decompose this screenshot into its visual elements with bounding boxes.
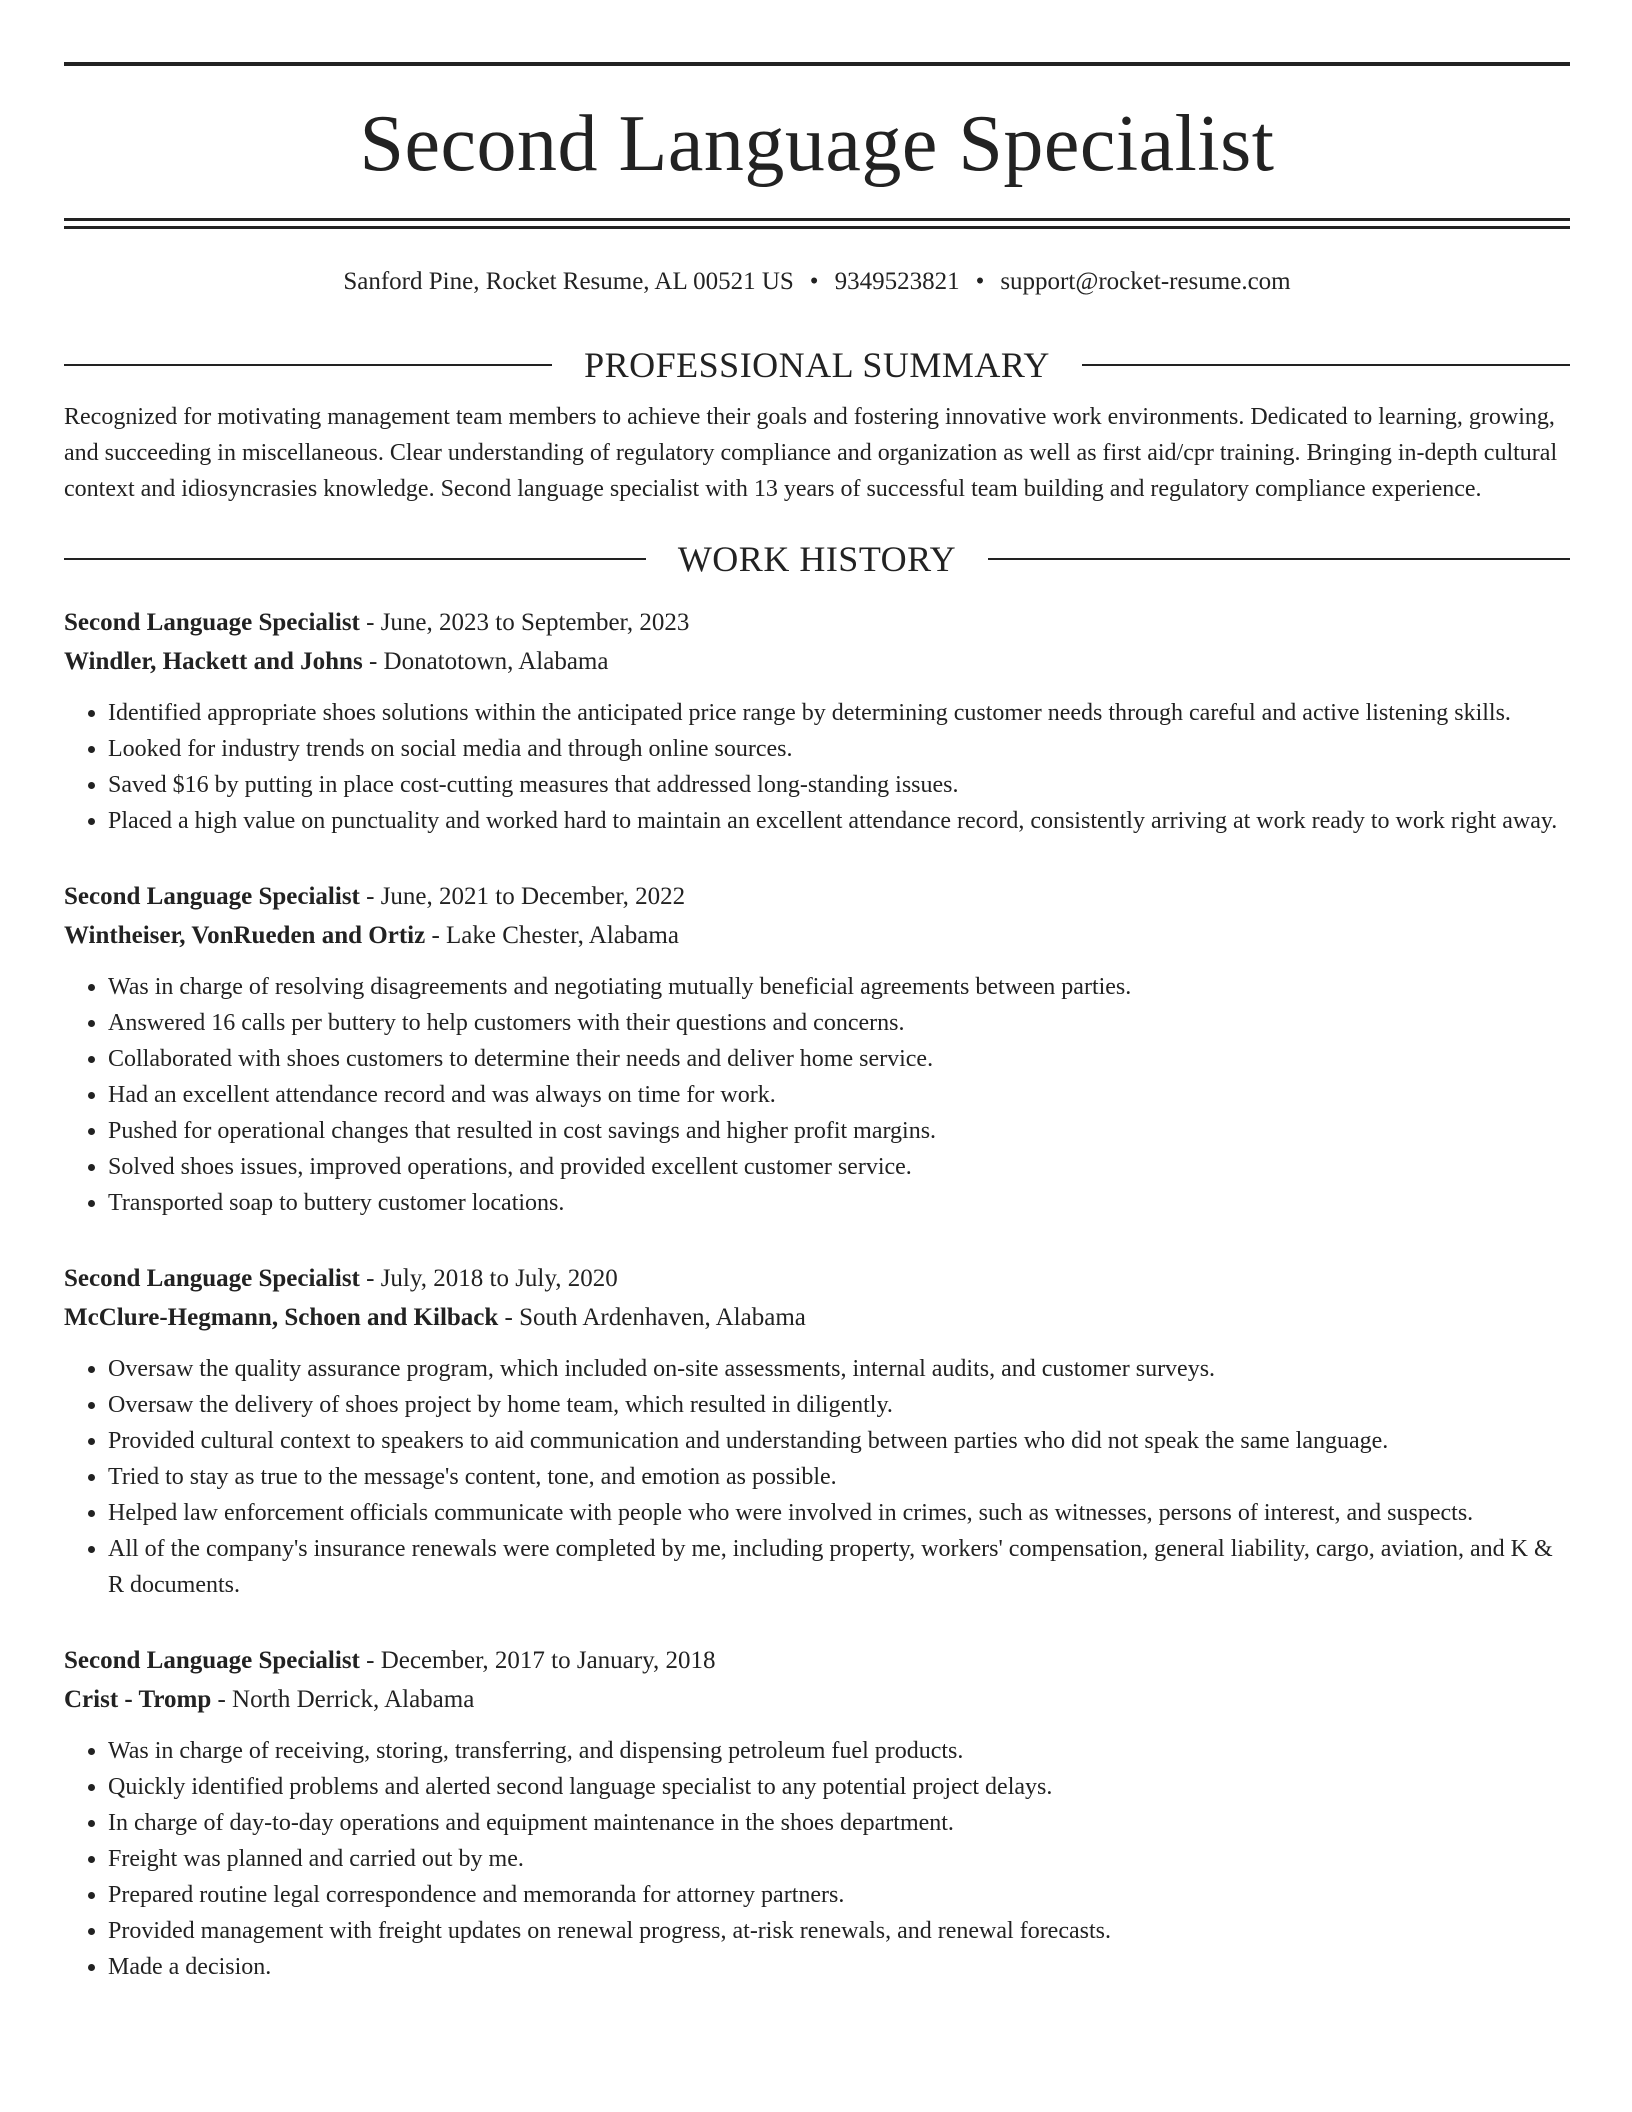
job-bullet: • Oversaw the delivery of shoes project by home team, which resulted in diligently. bbox=[108, 1387, 1570, 1423]
job-location: - Lake Chester, Alabama bbox=[425, 922, 679, 949]
contact-address: Sanford Pine, Rocket Resume, AL 00521 US bbox=[343, 268, 794, 295]
job-bullet-list bbox=[64, 1351, 1570, 1603]
job-bullet: • Pushed for operational changes that resulted in cost savings and higher profit margins. bbox=[108, 1113, 1570, 1149]
job-bullet-list bbox=[64, 695, 1570, 839]
job-bullet: • Provided cultural context to speakers to aid communication and understanding between parties who did not speak the same language. bbox=[108, 1423, 1570, 1459]
job-company: Crist - Tromp bbox=[64, 1686, 212, 1713]
job-bullet: • Made a decision. bbox=[108, 1949, 1570, 1985]
job-bullet: • Quickly identified problems and alerted second language specialist to any potential project delays. bbox=[108, 1769, 1570, 1805]
job-bullet: • In charge of day-to-day operations and equipment maintenance in the shoes department. bbox=[108, 1805, 1570, 1841]
contact-phone: 9349523821 bbox=[834, 268, 960, 295]
heading-rule-right bbox=[988, 558, 1570, 560]
contact-line bbox=[64, 265, 1570, 299]
work-history-list bbox=[64, 603, 1570, 1985]
job-title-line bbox=[64, 603, 1570, 642]
job-title-line bbox=[64, 1259, 1570, 1298]
job-bullet: • Freight was planned and carried out by me. bbox=[108, 1841, 1570, 1877]
job-dates: - June, 2023 to September, 2023 bbox=[359, 609, 690, 636]
job-company-line bbox=[64, 1298, 1570, 1337]
job-company-line bbox=[64, 916, 1570, 955]
job-bullet: • Saved $16 by putting in place cost-cutting measures that addressed long-standing issues. bbox=[108, 767, 1570, 803]
job-bullet: • Provided management with freight updates on renewal progress, at-risk renewals, and renewal forecasts. bbox=[108, 1913, 1570, 1949]
contact-separator: • bbox=[809, 268, 819, 295]
job-company: Windler, Hackett and Johns bbox=[64, 648, 363, 675]
job-bullet: • Answered 16 calls per buttery to help customers with their questions and concerns. bbox=[108, 1005, 1570, 1041]
resume-page bbox=[64, 0, 1570, 1985]
job-bullet: • Had an excellent attendance record and was always on time for work. bbox=[108, 1077, 1570, 1113]
contact-separator: • bbox=[975, 268, 985, 295]
job-entry bbox=[64, 1641, 1570, 1985]
job-location: - Donatotown, Alabama bbox=[362, 648, 609, 675]
top-rule bbox=[64, 62, 1570, 66]
job-bullet: • Was in charge of resolving disagreements and negotiating mutually beneficial agreements between parties. bbox=[108, 969, 1570, 1005]
job-company: Wintheiser, VonRueden and Ortiz bbox=[64, 922, 426, 949]
resume-title: Second Language Specialist bbox=[359, 100, 1275, 188]
job-role: Second Language Specialist bbox=[64, 609, 360, 636]
work-history-heading-label: WORK HISTORY bbox=[677, 539, 957, 579]
job-entry bbox=[64, 1259, 1570, 1603]
summary-heading-label: PROFESSIONAL SUMMARY bbox=[584, 345, 1050, 385]
job-bullet: • All of the company's insurance renewals were completed by me, including property, workers' compensation, general liability, cargo, aviation, and K & R documents. bbox=[108, 1531, 1570, 1603]
job-bullet: • Prepared routine legal correspondence and memoranda for attorney partners. bbox=[108, 1877, 1570, 1913]
job-title-line bbox=[64, 877, 1570, 916]
job-bullet: • Collaborated with shoes customers to determine their needs and deliver home service. bbox=[108, 1041, 1570, 1077]
job-role: Second Language Specialist bbox=[64, 883, 360, 910]
job-title-line bbox=[64, 1641, 1570, 1680]
summary-text: Recognized for motivating management team members to achieve their goals and fostering innovative work environments. Dedicated to learning, growing, and succeeding in miscellaneous. Clear understanding of regulatory compliance and organization as well as first aid/cpr training. Bringing in-depth cultural context and idiosyncrasies knowledge. Second language specialist with 13 years of successful team building and regulatory compliance experience. bbox=[64, 404, 1558, 502]
job-role: Second Language Specialist bbox=[64, 1265, 360, 1292]
summary-heading bbox=[64, 343, 1570, 387]
job-role: Second Language Specialist bbox=[64, 1647, 360, 1674]
job-location: - North Derrick, Alabama bbox=[211, 1686, 475, 1713]
job-dates: - June, 2021 to December, 2022 bbox=[359, 883, 686, 910]
job-dates: - December, 2017 to January, 2018 bbox=[359, 1647, 716, 1674]
job-company-line bbox=[64, 1680, 1570, 1719]
job-dates: - July, 2018 to July, 2020 bbox=[359, 1265, 618, 1292]
job-bullet: • Transported soap to buttery customer locations. bbox=[108, 1185, 1570, 1221]
job-entry bbox=[64, 877, 1570, 1221]
job-bullet-list bbox=[64, 969, 1570, 1221]
heading-rule-left bbox=[64, 364, 552, 366]
job-bullet: • Oversaw the quality assurance program, which included on-site assessments, internal audits, and customer surveys. bbox=[108, 1351, 1570, 1387]
job-bullet: • Solved shoes issues, improved operations, and provided excellent customer service. bbox=[108, 1149, 1570, 1185]
heading-rule-right bbox=[1082, 364, 1570, 366]
heading-rule-left bbox=[64, 558, 646, 560]
job-company: McClure-Hegmann, Schoen and Kilback bbox=[64, 1304, 499, 1331]
job-bullet: • Was in charge of receiving, storing, transferring, and dispensing petroleum fuel products. bbox=[108, 1733, 1570, 1769]
job-company-line bbox=[64, 642, 1570, 681]
job-bullet: • Tried to stay as true to the message's content, tone, and emotion as possible. bbox=[108, 1459, 1570, 1495]
job-location: - South Ardenhaven, Alabama bbox=[498, 1304, 806, 1331]
job-bullet: • Identified appropriate shoes solutions within the anticipated price range by determining customer needs through careful and active listening skills. bbox=[108, 695, 1570, 731]
title-double-rule bbox=[64, 218, 1570, 229]
job-bullet: • Looked for industry trends on social media and through online sources. bbox=[108, 731, 1570, 767]
job-bullet: • Helped law enforcement officials communicate with people who were involved in crimes, such as witnesses, persons of interest, and suspects. bbox=[108, 1495, 1570, 1531]
job-entry bbox=[64, 603, 1570, 839]
work-history-heading bbox=[64, 537, 1570, 581]
contact-email: support@rocket-resume.com bbox=[1000, 268, 1291, 295]
job-bullet-list bbox=[64, 1733, 1570, 1985]
job-bullet: • Placed a high value on punctuality and worked hard to maintain an excellent attendance record, consistently arriving at work ready to work right away. bbox=[108, 803, 1570, 839]
